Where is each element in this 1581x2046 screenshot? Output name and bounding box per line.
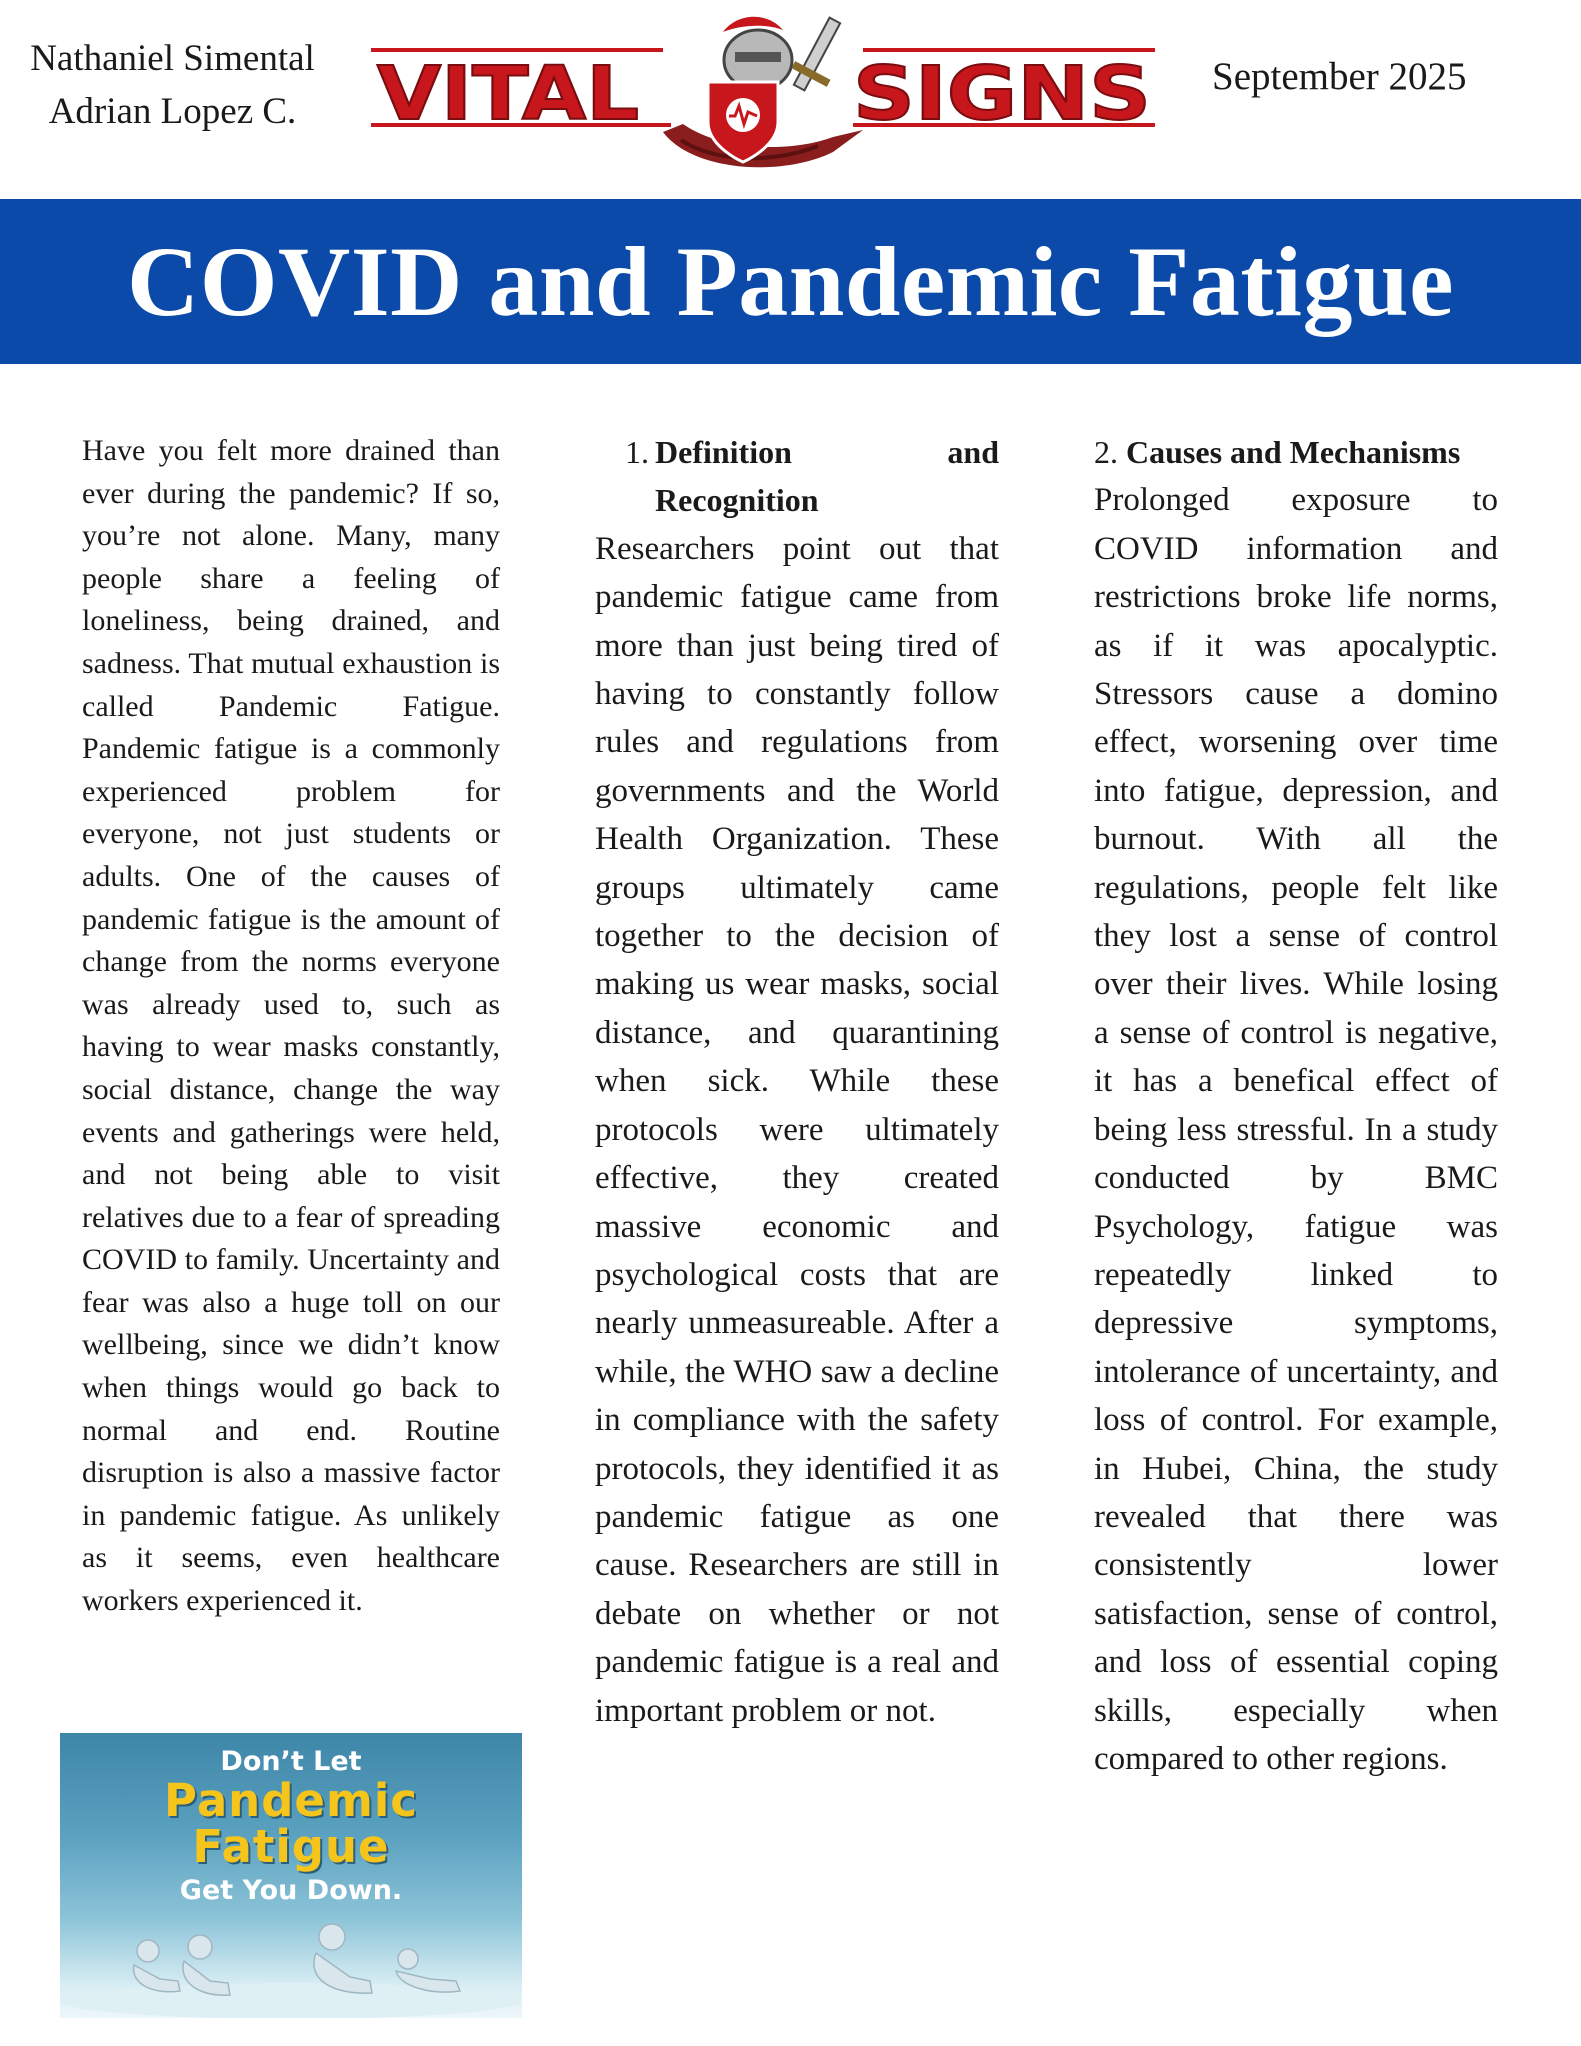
definition-column (595, 428, 999, 1735)
section-body: Researchers point out that pandemic fatigue came from more than just being tired of having to constantly follow rules and regulations from governments and the World Health Organization. These groups ultimately came together to the decision of making us wear masks, social distance, and quarantining when sick. While these protocols were ultimately effective, they created massive economic and psychological costs that are nearly unmeasureable. After a while, the WHO saw a decline in compliance with the safety protocols, they identified it as pandemic fatigue as one cause. Researchers are still in debate on whether or not pandemic fatigue is a real and important problem or not. (595, 530, 999, 1729)
pandemic-fatigue-poster (60, 1733, 522, 2018)
poster-line: Get You Down. (179, 1875, 403, 1906)
intro-column (82, 430, 500, 1623)
poster-line: Don’t Let (220, 1746, 362, 1777)
causes-column (1094, 428, 1498, 1783)
section-heading-text: Causes and Mechanisms (1126, 434, 1461, 470)
author-name: Adrian Lopez C. (48, 91, 297, 132)
intro-paragraph: Have you felt more drained than ever during the pandemic? If so, you’re not alone. Many, many people share a feeling of loneliness, being drained, and sadness. That mutual exhaustion is called Pandemic Fatigue. Pandemic fatigue is a commonly experienced problem for everyone, not just students or adults. One of the causes of pandemic fatigue is the amount of change from the norms everyone was already used to, such as having to wear masks constantly, social distance, change the way events and gatherings were held, and not being able to visit relatives due to a fear of spreading COVID to family. Uncertainty and fear was also a huge toll on our wellbeing, since we didn’t know when things would go back to normal and end. Routine disruption is also a massive factor in pandemic fatigue. As unlikely as it seems, even healthcare workers experienced it. (82, 434, 500, 1618)
poster-headline: Pandemic (164, 1774, 418, 1827)
section-heading (1094, 428, 1498, 476)
section-body: Prolonged exposure to COVID information and restrictions broke life norms, as if it was apocalyptic. Stressors cause a domino effect, worsening over time into fatigue, depression, and burnout. With all the regulations, people felt like they lost a sense of control over their lives. While losing a sense of control is negative, it has a benefical effect of being less stressful. In a study conducted by BMC Psychology, fatigue was repeatedly linked to depressive symptoms, intolerance of uncertainty, and loss of control. For example, in Hubei, China, the study revealed that there was consistently lower satisfaction, sense of control, and loss of essential coping skills, especially when compared to other regions. (1094, 482, 1498, 1777)
section-number: 2. (1094, 434, 1118, 470)
section-heading (595, 428, 999, 476)
issue-date: September 2025 (1212, 55, 1467, 98)
authors (0, 32, 345, 138)
logo-word-right: SIGNS (853, 51, 1151, 137)
section-heading-text: Definition and (655, 434, 999, 470)
section-number: 1. (625, 434, 649, 470)
author-name: Nathaniel Simental (30, 38, 315, 79)
logo-word-left: VITAL (377, 51, 639, 137)
section-heading-text: Recognition (655, 482, 819, 519)
poster-headline: Fatigue (192, 1820, 390, 1873)
page-title: COVID and Pandemic Fatigue (127, 226, 1454, 337)
vital-signs-logo (363, 12, 1163, 177)
title-banner (0, 199, 1581, 364)
